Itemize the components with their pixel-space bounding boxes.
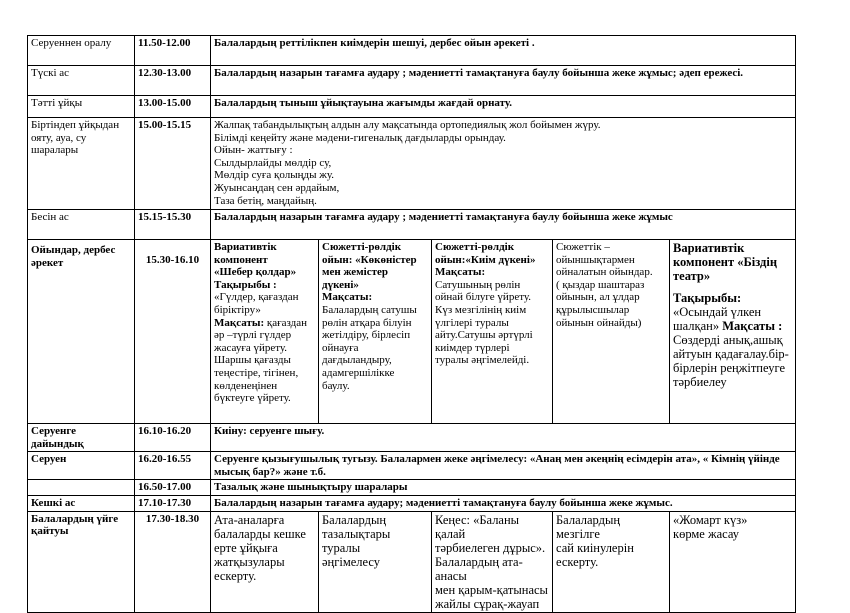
schedule-row <box>28 36 796 66</box>
activity-cell: Кешкі ас <box>28 495 135 511</box>
parent-note-cell: «Жомарт күз» көрме жасау <box>670 511 796 612</box>
time-cell: 16.10-16.20 <box>135 424 211 452</box>
activity-cell: Тәтті ұйқы <box>28 96 135 118</box>
activity-cell: Серуенге дайындық <box>28 424 135 452</box>
time-cell: 11.50-12.00 <box>135 36 211 66</box>
description-cell: Серуенге қызығушылық тугызу. Балалармен жеке әңгімелесу: «Анаң мен әкеңнің есімдерін ата», « Кімнің үйінде мысық бар?» және т.б. <box>211 452 796 480</box>
time-cell: 13.00-15.00 <box>135 96 211 118</box>
time-cell: 15.30-16.10 <box>135 240 211 424</box>
time-cell: 15.15-15.30 <box>135 210 211 240</box>
activity-cell <box>28 480 135 496</box>
schedule-row <box>28 480 796 496</box>
activity-cell: Түскі ас <box>28 66 135 96</box>
schedule-row <box>28 452 796 480</box>
parent-note-cell: Балалардың тазалықтары туралы әңгімелесу <box>319 511 432 612</box>
description-cell: Балалардың реттілікпен киімдерін шешуі, дербес ойын әрекеті . <box>211 36 796 66</box>
time-cell: 16.50-17.00 <box>135 480 211 496</box>
activity-option-cell: Сюжетті-рөлдік ойын: «Көкөністер мен жемістер дүкені» Мақсаты: Балалардың сатушы рөлін атқара білуін жетілдіру, бірлесіп ойнауға дағдыландыру, адамгершілікке баулу. <box>319 240 432 424</box>
schedule-row <box>28 118 796 210</box>
description-cell: Киіну: серуенге шығу. <box>211 424 796 452</box>
schedule-row <box>28 240 796 424</box>
schedule-row <box>28 424 796 452</box>
description-cell: Балалардың тыныш ұйықтауына жағымды жағдай орнату. <box>211 96 796 118</box>
parent-note-cell: Балалардың мезгілге сай киінулерін ескерту. <box>553 511 670 612</box>
time-cell: 16.20-16.55 <box>135 452 211 480</box>
description-cell: Балалардың назарын тағамға аудару ; мәдениетті тамақтануға баулу бойынша жеке жұмыс; әдеп ережесі. <box>211 66 796 96</box>
activity-cell: Серуеннен оралу <box>28 36 135 66</box>
parent-note-cell: Кеңес: «Баланы қалай тәрбиелеген дұрыс». Балалардың ата-анасы мен қарым-қатынасы жайлы сұрақ-жауап <box>432 511 553 612</box>
activity-option-cell: Сюжеттік – ойыншықтармен ойналатын ойындар. ( қыздар шаштараз ойынын, ал ұлдар құрылысшылар ойынын ойнайды) <box>553 240 670 424</box>
activity-cell: Біртіндеп ұйқыдан ояту, ауа, су шаралары <box>28 118 135 210</box>
activity-option-cell: Сюжетті-рөлдік ойын:«Киім дүкені» Мақсаты: Сатушының рөлін ойнай білуге үйрету. Күз мезгілінің киім үлгілері туралы айту.Сатушы әртүрлі киімдер түрлері туралы әңгімелейді. <box>432 240 553 424</box>
parent-note-cell: Ата-аналарға балаларды кешке ерте ұйқыға жатқызулары ескерту. <box>211 511 319 612</box>
activity-cell: Ойындар, дербес әрекет <box>28 240 135 424</box>
schedule-row <box>28 495 796 511</box>
time-cell: 12.30-13.00 <box>135 66 211 96</box>
schedule-row <box>28 66 796 96</box>
activity-cell: Бесін ас <box>28 210 135 240</box>
activity-option-cell: Вариативтік компонент «Шебер қолдар» Тақырыбы : «Гүлдер, қағаздан біріктіру» Мақсаты: қағаздан әр –түрлі гүлдер жасауға үйрету. Шаршы қағазды теңестіре, тігінен, көлденеңінен бүктеуге үйрету. <box>211 240 319 424</box>
description-cell: Тазалық және шынықтыру шаралары <box>211 480 796 496</box>
time-cell: 17.30-18.30 <box>135 511 211 612</box>
description-cell: Балалардың назарын тағамға аудару; мәдениетті тамақтануға баулу бойынша жеке жұмыс. <box>211 495 796 511</box>
daily-schedule-table <box>27 35 796 613</box>
activity-option-cell: Вариативтік компонент «Біздің театр» Тақырыбы: «Осындай үлкен шалқан» Мақсаты : Сөздерді анық,ашық айтуын қадағалау.бір- бірлерін реңжітпеуге тәрбиелеу <box>670 240 796 424</box>
activity-cell: Балалардың үйге қайтуы <box>28 511 135 612</box>
schedule-row <box>28 511 796 612</box>
activity-cell: Серуен <box>28 452 135 480</box>
time-cell: 15.00-15.15 <box>135 118 211 210</box>
schedule-row <box>28 210 796 240</box>
description-cell: Жалпақ табандылықтың алдын алу мақсатында ортопедиялық жол бойымен жүру. Білімді кеңейту және мәдени-гигеналық дағдыларды орындау. Ойын- жаттығу : Сылдырлайды мөлдір су, Мөлдір суға қолыңды жу. Жуынсаңдаң сен әрдайым, Таза бетің, маңдайың. <box>211 118 796 210</box>
time-cell: 17.10-17.30 <box>135 495 211 511</box>
schedule-row <box>28 96 796 118</box>
description-cell: Балалардың назарын тағамға аудару ; мәдениетті тамақтануға баулу бойынша жеке жұмыс <box>211 210 796 240</box>
